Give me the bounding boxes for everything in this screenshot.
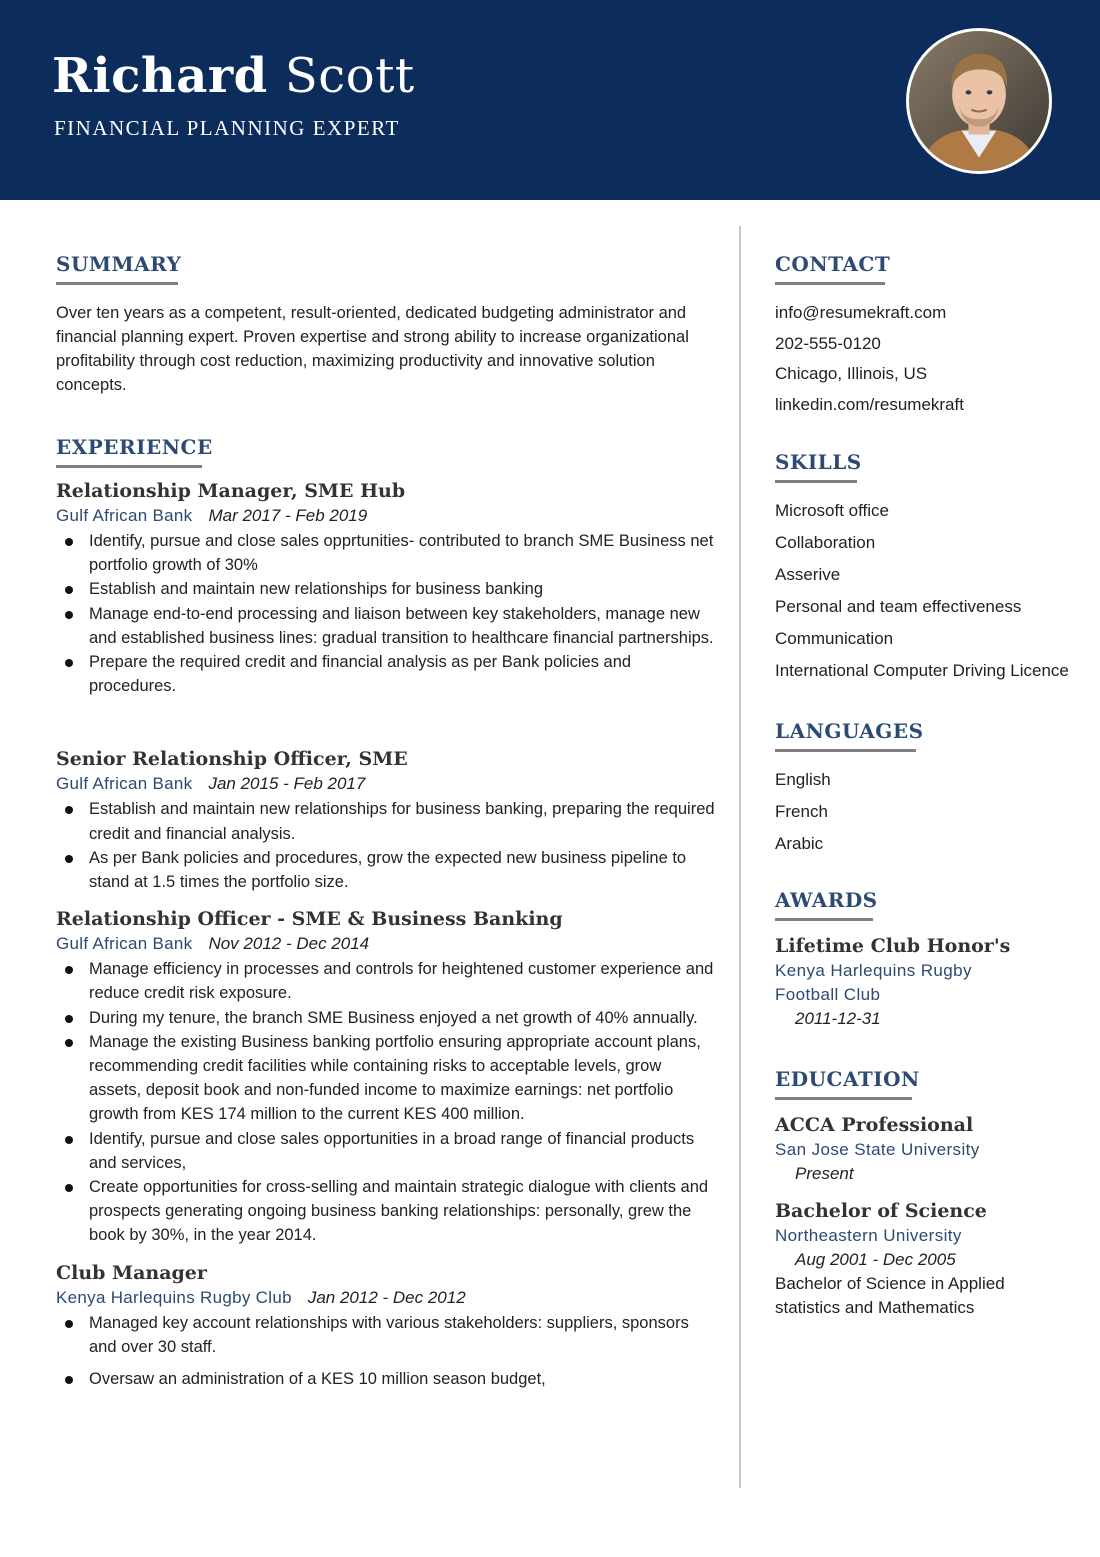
job-meta <box>56 774 716 794</box>
resume-header <box>0 0 1100 200</box>
first-name: Richard <box>52 48 268 104</box>
education-degree: Bachelor of Science <box>775 1200 987 1222</box>
job-bullet: Managed key account relationships with various stakeholders: suppliers, sponsors and over 30 staff. <box>56 1311 716 1359</box>
job-title: Relationship Officer - SME & Business Banking <box>56 908 563 931</box>
candidate-name <box>52 48 415 104</box>
job-entry <box>56 748 716 894</box>
contact-email[interactable]: info@resumekraft.com <box>775 303 947 322</box>
last-name: Scott <box>284 48 415 104</box>
job-bullet: Manage efficiency in processes and controls for heightened customer experience and reduce credit risk exposure. <box>56 957 716 1005</box>
education-section <box>775 1067 1075 1320</box>
job-bullets <box>56 529 716 698</box>
job-bullet: As per Bank policies and procedures, grow the expected new business pipeline to stand at 1.5 times the portfolio size. <box>56 846 716 894</box>
experience-section <box>56 435 716 1391</box>
language-item: English <box>775 770 831 789</box>
skill-item: International Computer Driving Licence <box>775 661 1069 680</box>
education-school: Northeastern University <box>775 1226 962 1245</box>
job-bullet: Prepare the required credit and financial analysis as per Bank policies and procedures. <box>56 650 716 698</box>
education-entry <box>775 1114 1075 1186</box>
job-bullet: Establish and maintain new relationships for business banking, preparing the required credit and financial analysis. <box>56 797 716 845</box>
contact-heading: CONTACT <box>775 252 890 285</box>
award-date: 2011-12-31 <box>795 1009 881 1028</box>
profile-photo-illustration <box>909 31 1049 171</box>
job-company: Gulf African Bank <box>56 934 193 954</box>
summary-section <box>56 252 716 397</box>
skill-item: Personal and team effectiveness <box>775 597 1022 616</box>
job-bullet: Establish and maintain new relationships for business banking <box>56 577 716 601</box>
education-date: Present <box>795 1164 854 1183</box>
skill-item: Communication <box>775 629 894 648</box>
job-bullets <box>56 797 716 894</box>
job-entry <box>56 908 716 1247</box>
contact-phone: 202-555-0120 <box>775 333 881 353</box>
education-date: Aug 2001 - Dec 2005 <box>795 1250 956 1269</box>
job-dates: Nov 2012 - Dec 2014 <box>208 934 370 954</box>
job-bullet: Manage the existing Business banking portfolio ensuring appropriate account plans, recommending credit facilities while containing risks to acceptable levels, grow assets, deposit book and non-funded income to maximize earnings: net portfolio growth from KES 174 million to the current KES 400 million. <box>56 1030 716 1127</box>
profile-photo <box>906 28 1052 174</box>
summary-text: Over ten years as a competent, result-oriented, dedicated budgeting administrator and financial planning expert. Proven expertise and strong ability to increase organizational profitability through cost reduction, maximizing productivity and innovative solution concepts. <box>56 304 689 394</box>
job-dates: Jan 2012 - Dec 2012 <box>307 1287 466 1307</box>
education-description: Bachelor of Science in Applied statistics and Mathematics <box>775 1274 1005 1317</box>
experience-heading: EXPERIENCE <box>56 435 213 468</box>
job-meta <box>56 506 716 526</box>
education-school: San Jose State University <box>775 1140 980 1159</box>
job-title-headline: FINANCIAL PLANNING EXPERT <box>54 116 400 140</box>
awards-heading: AWARDS <box>775 888 878 921</box>
language-item: French <box>775 802 828 821</box>
skills-section <box>775 450 1075 685</box>
education-degree: ACCA Professional <box>775 1114 974 1136</box>
job-title: Relationship Manager, SME Hub <box>56 480 406 502</box>
awards-section <box>775 888 1075 1031</box>
job-title: Senior Relationship Officer, SME <box>56 748 408 771</box>
job-dates: Mar 2017 - Feb 2019 <box>208 506 368 525</box>
job-bullet: Manage end-to-end processing and liaison between key stakeholders, manage new and established business lines: gradual transition to healthcare financial partnerships. <box>56 602 716 650</box>
skills-list <box>775 497 1075 685</box>
language-item: Arabic <box>775 834 824 853</box>
skills-heading: SKILLS <box>775 450 862 483</box>
award-title: Lifetime Club Honor's <box>775 935 1011 957</box>
contact-list <box>775 298 1075 420</box>
skill-item: Microsoft office <box>775 501 890 520</box>
job-entry <box>56 480 716 698</box>
job-company: Gulf African Bank <box>56 506 193 525</box>
column-divider <box>739 226 741 1488</box>
job-title: Club Manager <box>56 1261 207 1284</box>
job-bullet: Oversaw an administration of a KES 10 million season budget, <box>56 1367 716 1391</box>
languages-heading: LANGUAGES <box>775 719 924 752</box>
right-column <box>775 252 1075 1320</box>
job-bullet: Identify, pursue and close sales opportunities in a broad range of financial products and services, <box>56 1127 716 1175</box>
job-meta <box>56 1288 716 1308</box>
award-entry <box>775 935 1075 1031</box>
contact-section <box>775 252 1075 420</box>
job-meta <box>56 934 716 954</box>
job-bullets <box>56 1311 716 1392</box>
job-bullet: During my tenure, the branch SME Business enjoyed a net growth of 40% annually. <box>56 1006 716 1030</box>
job-bullet: Create opportunities for cross-selling and maintain strategic dialogue with clients and prospects generating ongoing business banking relationships: personally, grew the book by 30%, in the year 2014. <box>56 1175 716 1248</box>
job-bullet: Identify, pursue and close sales opprtunities- contributed to branch SME Business net portfolio growth of 30% <box>56 529 716 577</box>
contact-linkedin[interactable]: linkedin.com/resumekraft <box>775 394 964 414</box>
job-company: Gulf African Bank <box>56 774 193 794</box>
left-column <box>56 252 716 1391</box>
education-entry <box>775 1200 1075 1320</box>
job-entry <box>56 1262 716 1392</box>
award-org: Kenya Harlequins Rugby Football Club <box>775 961 972 1004</box>
job-dates: Jan 2015 - Feb 2017 <box>208 774 366 794</box>
languages-section <box>775 719 1075 858</box>
job-bullets <box>56 957 716 1247</box>
education-heading: EDUCATION <box>775 1067 920 1100</box>
languages-list <box>775 766 1075 858</box>
job-company: Kenya Harlequins Rugby Club <box>56 1287 292 1307</box>
contact-location: Chicago, Illinois, US <box>775 364 928 383</box>
summary-heading: SUMMARY <box>56 252 181 285</box>
skill-item: Asserive <box>775 565 841 584</box>
skill-item: Collaboration <box>775 533 876 552</box>
